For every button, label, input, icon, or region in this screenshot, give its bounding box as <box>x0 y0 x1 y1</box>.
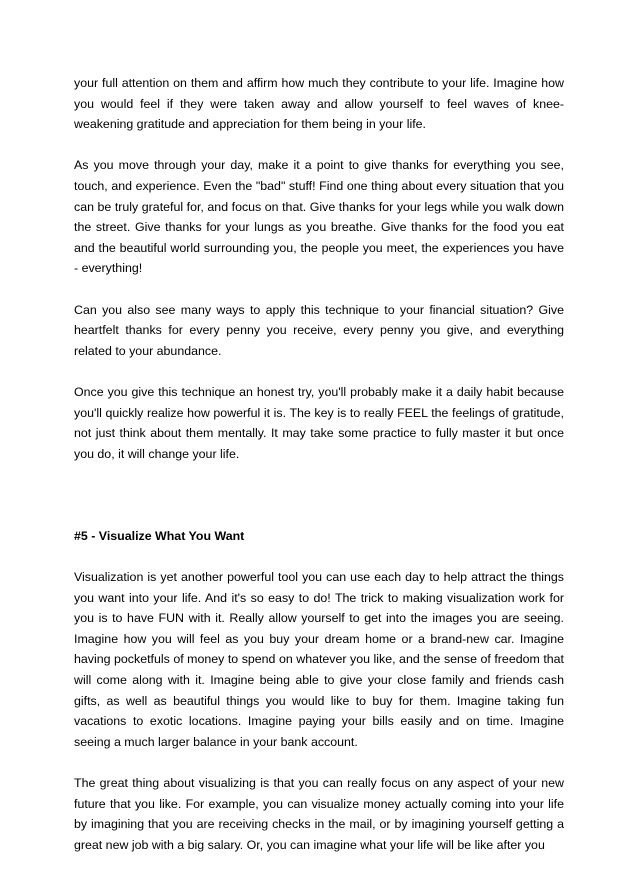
paragraph-daily-habit: Once you give this technique an honest try, you'll probably make it a daily habit because you'll quickly realize how powerful it is. The key is to really FEEL the feelings of gratitude, not just think about them mentally. It may take some practice to fully master it but once you do, it will change your life. <box>74 384 564 461</box>
paragraph-great-thing: The great thing about visualizing is that you can really focus on any aspect of your new future that you like. For example, you can visualize money actually coming into your life by imagining that you are receiving checks in the mail, or by imagining yourself getting a great new job with a big salary. Or, you can imagine what your life will be like after you <box>74 776 564 852</box>
section-heading: #5 - Visualize What You Want <box>74 528 245 543</box>
paragraph-visualization: Visualization is yet another powerful tool you can use each day to help attract the things you want into your life. And it's so easy to do! The trick to making visualization work for you is to have FUN with it. Really allow yourself to get into the images you are seeing. Imagine how you will feel as you buy your dream home or a brand-new car. Imagine having pocketfuls of money to spend on whatever you like, and the sense of freedom that will come along with it. Imagine being able to give your close family and friends cash gifts, as well as beautiful things you would like to buy for them. Imagine taking fun vacations to exotic locations. Imagine paying your bills easily and on time. Imagine seeing a much larger balance in your bank account. <box>74 570 564 749</box>
document-page <box>74 73 564 876</box>
paragraph-attention: your full attention on them and affirm how much they contribute to your life. Imagine how you would feel if they were taken away and allow yourself to feel waves of knee-weakening gratitude and appreciation for them being in your life. <box>74 76 564 132</box>
paragraph-give-thanks: As you move through your day, make it a point to give thanks for everything you see, touch, and experience. Even the "bad" stuff! Find one thing about every situation that you can be truly grateful for, and focus on that. Give thanks for your legs while you walk down the street. Give thanks for your lungs as you breathe. Give thanks for the food you eat and the beautiful world surrounding you, the people you meet, the experiences you have - everything! <box>74 158 564 276</box>
section-gap <box>74 485 564 526</box>
paragraph-financial: Can you also see many ways to apply this technique to your financial situation? Give heartfelt thanks for every penny you receive, every penny you give, and everything related to your abundance. <box>74 302 564 358</box>
